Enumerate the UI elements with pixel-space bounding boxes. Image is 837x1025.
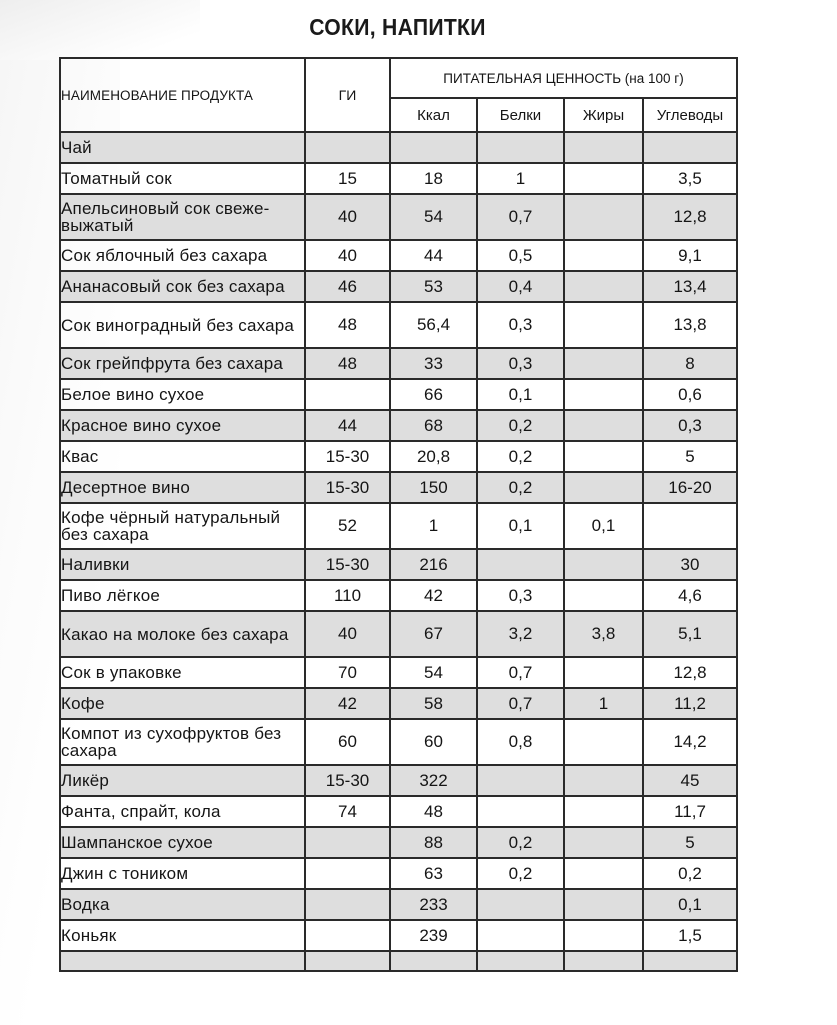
cell-kcal: 68 xyxy=(390,410,477,441)
cell-kcal: 60 xyxy=(390,719,477,765)
table-row xyxy=(60,549,737,580)
table-row xyxy=(60,719,737,765)
cell-gi: 48 xyxy=(305,348,390,379)
cell-kcal: 58 xyxy=(390,688,477,719)
cell-fat xyxy=(564,858,643,889)
cell-product-name: Сок виноградный без сахара xyxy=(60,302,305,348)
cell-fat: 0,1 xyxy=(564,503,643,549)
table-row xyxy=(60,688,737,719)
header-kcal: Ккал xyxy=(390,98,477,132)
cell-carbs: 0,6 xyxy=(643,379,737,410)
cell-product-name: Кофе xyxy=(60,688,305,719)
cell-kcal: 54 xyxy=(390,657,477,688)
header-nutrition-value: ПИТАТЕЛЬНАЯ ЦЕННОСТЬ (на 100 г) xyxy=(390,58,737,98)
cell-kcal: 150 xyxy=(390,472,477,503)
cell-protein: 0,4 xyxy=(477,271,564,302)
header-fat: Жиры xyxy=(564,98,643,132)
cell-carbs xyxy=(643,951,737,971)
cell-fat xyxy=(564,348,643,379)
cell-gi: 60 xyxy=(305,719,390,765)
table-row xyxy=(60,472,737,503)
page-title: СОКИ, НАПИТКИ xyxy=(309,14,486,40)
cell-kcal: 88 xyxy=(390,827,477,858)
cell-fat xyxy=(564,271,643,302)
cell-protein: 0,2 xyxy=(477,441,564,472)
cell-fat xyxy=(564,410,643,441)
cell-gi: 42 xyxy=(305,688,390,719)
cell-product-name: Белое вино сухое xyxy=(60,379,305,410)
cell-kcal: 56,4 xyxy=(390,302,477,348)
cell-carbs: 3,5 xyxy=(643,163,737,194)
cell-kcal: 1 xyxy=(390,503,477,549)
cell-kcal: 33 xyxy=(390,348,477,379)
header-gi: ГИ xyxy=(305,58,390,132)
cell-kcal: 63 xyxy=(390,858,477,889)
cell-product-name: Сок грейпфрута без сахара xyxy=(60,348,305,379)
table-row xyxy=(60,827,737,858)
cell-gi: 15-30 xyxy=(305,472,390,503)
header-protein: Белки xyxy=(477,98,564,132)
cell-kcal: 48 xyxy=(390,796,477,827)
cell-kcal: 216 xyxy=(390,549,477,580)
cell-kcal: 54 xyxy=(390,194,477,240)
cell-product-name: Красное вино сухое xyxy=(60,410,305,441)
cell-protein: 0,7 xyxy=(477,688,564,719)
cell-gi xyxy=(305,132,390,163)
cell-gi: 15-30 xyxy=(305,549,390,580)
table-row xyxy=(60,657,737,688)
cell-product-name: Ананасовый сок без сахара xyxy=(60,271,305,302)
header-product-name: НАИМЕНОВАНИЕ ПРОДУКТА xyxy=(60,58,305,132)
cell-carbs: 14,2 xyxy=(643,719,737,765)
cell-kcal: 67 xyxy=(390,611,477,657)
cell-kcal: 20,8 xyxy=(390,441,477,472)
cell-product-name: Томатный сок xyxy=(60,163,305,194)
cell-fat xyxy=(564,657,643,688)
table-row xyxy=(60,132,737,163)
cell-fat xyxy=(564,194,643,240)
cell-protein: 0,1 xyxy=(477,379,564,410)
cell-protein xyxy=(477,889,564,920)
cell-gi: 74 xyxy=(305,796,390,827)
cell-carbs: 11,2 xyxy=(643,688,737,719)
cell-gi: 46 xyxy=(305,271,390,302)
cell-carbs: 11,7 xyxy=(643,796,737,827)
cell-gi xyxy=(305,889,390,920)
cell-product-name: Коньяк xyxy=(60,920,305,951)
cell-fat xyxy=(564,796,643,827)
table-row xyxy=(60,379,737,410)
cell-protein xyxy=(477,796,564,827)
cell-carbs: 0,3 xyxy=(643,410,737,441)
cell-gi: 15 xyxy=(305,163,390,194)
cell-fat xyxy=(564,240,643,271)
nutrition-table xyxy=(59,57,738,972)
table-row xyxy=(60,271,737,302)
cell-gi: 52 xyxy=(305,503,390,549)
cell-gi: 15-30 xyxy=(305,441,390,472)
cell-gi: 70 xyxy=(305,657,390,688)
cell-protein xyxy=(477,951,564,971)
cell-carbs: 1,5 xyxy=(643,920,737,951)
cell-gi xyxy=(305,379,390,410)
cell-kcal: 66 xyxy=(390,379,477,410)
cell-protein: 0,3 xyxy=(477,580,564,611)
cell-product-name: Кофе чёрный натуральный без сахара xyxy=(60,503,305,549)
cell-product-name: Квас xyxy=(60,441,305,472)
cell-product-name: Фанта, спрайт, кола xyxy=(60,796,305,827)
cell-fat xyxy=(564,827,643,858)
cell-kcal: 233 xyxy=(390,889,477,920)
cell-protein: 1 xyxy=(477,163,564,194)
cell-gi xyxy=(305,827,390,858)
cell-gi xyxy=(305,920,390,951)
cell-product-name: Апельсиновый сок свеже-выжатый xyxy=(60,194,305,240)
cell-carbs: 45 xyxy=(643,765,737,796)
cell-fat xyxy=(564,765,643,796)
header-carbs: Углеводы xyxy=(643,98,737,132)
table-row xyxy=(60,611,737,657)
cell-fat xyxy=(564,441,643,472)
cell-fat xyxy=(564,920,643,951)
cell-kcal: 53 xyxy=(390,271,477,302)
cell-fat: 1 xyxy=(564,688,643,719)
cell-protein: 0,2 xyxy=(477,410,564,441)
cell-gi: 110 xyxy=(305,580,390,611)
table-row xyxy=(60,194,737,240)
cell-fat xyxy=(564,580,643,611)
cell-product-name: Десертное вино xyxy=(60,472,305,503)
cell-fat xyxy=(564,132,643,163)
cell-protein: 0,2 xyxy=(477,858,564,889)
cell-fat xyxy=(564,719,643,765)
cell-fat xyxy=(564,379,643,410)
cell-fat xyxy=(564,163,643,194)
cell-gi xyxy=(305,858,390,889)
cell-protein: 0,1 xyxy=(477,503,564,549)
table-row xyxy=(60,765,737,796)
table-row xyxy=(60,503,737,549)
cell-product-name: Пиво лёгкое xyxy=(60,580,305,611)
cell-product-name: Наливки xyxy=(60,549,305,580)
cell-protein: 0,7 xyxy=(477,194,564,240)
cell-carbs: 5 xyxy=(643,441,737,472)
cell-carbs xyxy=(643,132,737,163)
cell-carbs: 0,1 xyxy=(643,889,737,920)
table-row xyxy=(60,348,737,379)
cell-product-name: Джин с тоником xyxy=(60,858,305,889)
cell-product-name: Ликёр xyxy=(60,765,305,796)
cell-carbs: 0,2 xyxy=(643,858,737,889)
cell-protein: 0,8 xyxy=(477,719,564,765)
table-row xyxy=(60,951,737,971)
cell-kcal: 44 xyxy=(390,240,477,271)
cell-fat: 3,8 xyxy=(564,611,643,657)
cell-product-name: Сок в упаковке xyxy=(60,657,305,688)
table-row xyxy=(60,441,737,472)
cell-gi: 40 xyxy=(305,240,390,271)
table-row xyxy=(60,410,737,441)
table-row xyxy=(60,920,737,951)
cell-carbs: 30 xyxy=(643,549,737,580)
cell-protein: 0,2 xyxy=(477,472,564,503)
cell-protein xyxy=(477,920,564,951)
cell-protein: 0,2 xyxy=(477,827,564,858)
cell-carbs xyxy=(643,503,737,549)
cell-gi: 40 xyxy=(305,611,390,657)
cell-kcal: 42 xyxy=(390,580,477,611)
cell-gi: 40 xyxy=(305,194,390,240)
cell-protein: 0,3 xyxy=(477,302,564,348)
table-row xyxy=(60,858,737,889)
table-row xyxy=(60,240,737,271)
cell-product-name: Какао на молоке без сахара xyxy=(60,611,305,657)
cell-carbs: 12,8 xyxy=(643,194,737,240)
cell-carbs: 16-20 xyxy=(643,472,737,503)
cell-gi xyxy=(305,951,390,971)
cell-gi: 44 xyxy=(305,410,390,441)
cell-product-name: Водка xyxy=(60,889,305,920)
cell-carbs: 8 xyxy=(643,348,737,379)
cell-product-name: Компот из сухофруктов без сахара xyxy=(60,719,305,765)
cell-carbs: 12,8 xyxy=(643,657,737,688)
cell-fat xyxy=(564,472,643,503)
cell-product-name: Шампанское сухое xyxy=(60,827,305,858)
cell-product-name xyxy=(60,951,305,971)
cell-kcal xyxy=(390,951,477,971)
cell-protein xyxy=(477,549,564,580)
cell-protein xyxy=(477,765,564,796)
cell-kcal: 322 xyxy=(390,765,477,796)
table-row xyxy=(60,889,737,920)
table-row xyxy=(60,796,737,827)
cell-carbs: 5,1 xyxy=(643,611,737,657)
cell-protein: 3,2 xyxy=(477,611,564,657)
table-row xyxy=(60,163,737,194)
table-header xyxy=(60,58,737,132)
cell-protein: 0,7 xyxy=(477,657,564,688)
cell-gi: 15-30 xyxy=(305,765,390,796)
table-row xyxy=(60,580,737,611)
cell-fat xyxy=(564,302,643,348)
cell-product-name: Чай xyxy=(60,132,305,163)
cell-gi: 48 xyxy=(305,302,390,348)
cell-kcal xyxy=(390,132,477,163)
cell-carbs: 4,6 xyxy=(643,580,737,611)
table-body xyxy=(60,132,737,971)
cell-carbs: 5 xyxy=(643,827,737,858)
cell-product-name: Сок яблочный без сахара xyxy=(60,240,305,271)
cell-fat xyxy=(564,549,643,580)
cell-kcal: 18 xyxy=(390,163,477,194)
table-row xyxy=(60,302,737,348)
cell-protein: 0,3 xyxy=(477,348,564,379)
cell-protein xyxy=(477,132,564,163)
cell-carbs: 13,4 xyxy=(643,271,737,302)
cell-fat xyxy=(564,889,643,920)
cell-fat xyxy=(564,951,643,971)
cell-kcal: 239 xyxy=(390,920,477,951)
cell-carbs: 13,8 xyxy=(643,302,737,348)
cell-protein: 0,5 xyxy=(477,240,564,271)
cell-carbs: 9,1 xyxy=(643,240,737,271)
